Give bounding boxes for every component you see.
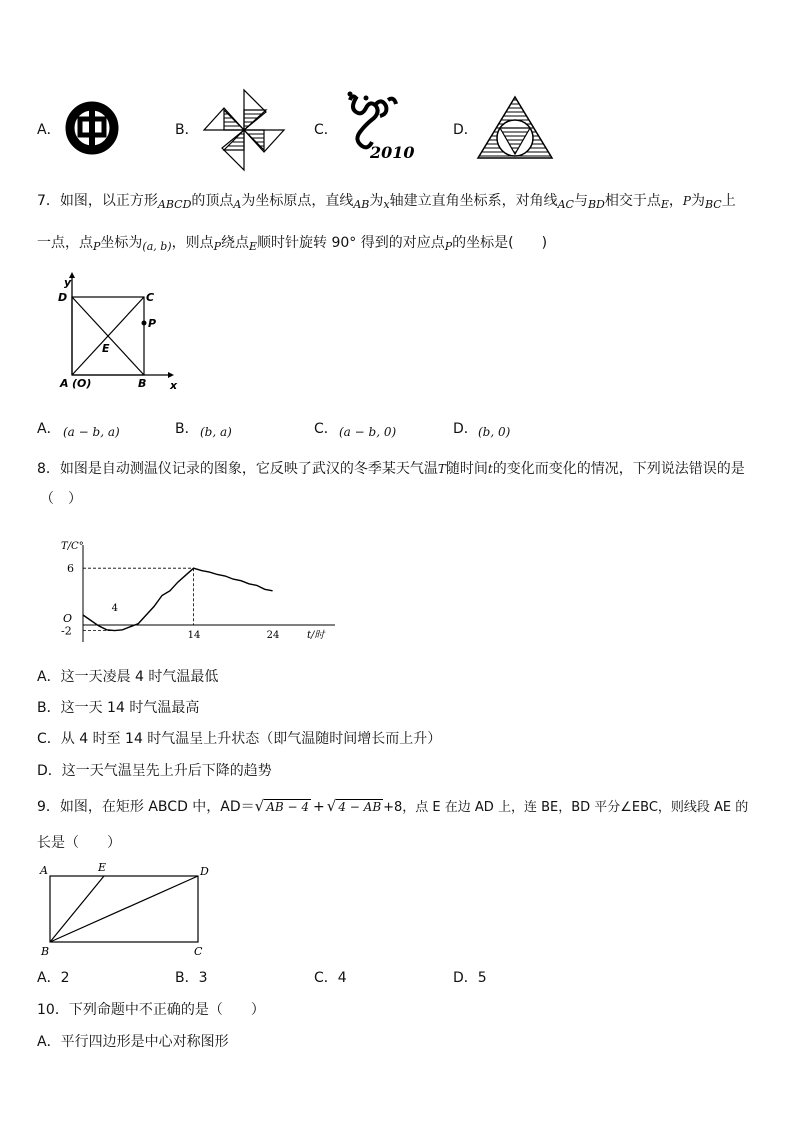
q7-text: 上 [721,193,736,209]
q7-math-a: A [233,198,242,211]
q7-option-c-label: C． [314,421,338,437]
q9-option-d: D．5 [453,970,487,986]
q7-text: 一点，点 [37,235,93,251]
q7-fig-o: (O) [72,377,92,390]
q6-option-a-label: A． [37,122,61,138]
q7-text: 与 [573,193,588,209]
q7-text: ，则点 [171,235,214,251]
q7-math-abcd: ABCD [157,198,192,211]
q7-fig-p: P [148,317,157,330]
q7-math-e: E [660,198,669,211]
temperature-series-line [83,568,273,630]
q7-fig-d: D [58,291,68,304]
q7-text: 为 [369,193,384,209]
q7-option-d-label: D． [453,421,478,437]
q7-text: 坐标为 [100,235,143,251]
pinwheel-figure [200,88,288,172]
q9-fig-a: A [40,864,48,877]
bank-of-china-logo [63,99,121,157]
q7-text: 为 [690,193,705,209]
q9-fig-b: B [41,945,50,958]
q8-math-time: t [487,462,493,476]
y-tick-label: 6 [67,562,74,576]
q7-math-x: x [383,198,390,211]
q8-option-a: A．这一天凌晨 4 时气温最低 [37,669,219,685]
q8-text: 8．如图是自动测温仪记录的图象，它反映了武汉的冬季某天气温 [37,461,438,477]
sqrt-radicand-1: AB − 4 [266,800,310,814]
q7-square-figure [50,272,180,392]
q10-option-a: A．平行四边形是中心对称图形 [37,1034,229,1050]
q7-math-ac: AC [557,198,574,211]
q7-text: 相交于点 [604,193,661,209]
q8-text: 的变化而变化的情况，下列说法错误的是 [492,461,745,477]
q9-text: 9．如图，在矩形 ABCD 中，AD＝ [37,799,255,815]
x-tick-label: 14 [187,630,201,641]
q8-option-d: D．这一天气温呈先上升后下降的趋势 [37,763,272,779]
q7-text: 绕点 [221,235,249,251]
q7-text: 的顶点 [191,193,234,209]
q7-fig-y: y [64,276,72,289]
q7-math-ab: AB [353,198,370,211]
q6-option-b-label: B． [175,122,199,138]
q7-fig-e: E [102,342,110,355]
q9-text: +8，点 E 在边 AD 上，连 BE，BD 平分∠EBC，则线段 AE 的 [383,800,749,815]
q7-option-a-label: A． [37,421,61,437]
q6-option-d-label: D． [453,122,478,138]
q7-math-p: P [213,240,221,253]
q7-stem-line1 [37,190,736,210]
q7-math-bc: BC [704,198,722,211]
q8-stem-line2: （ ） [40,491,82,507]
q8-stem-line1 [37,458,745,478]
q7-math-p: P [682,194,691,208]
sqrt-expression-1: √ AB − 4 [254,797,310,815]
q9-stem-line1 [37,796,748,816]
sqrt-expression-2: √ 4 − AB [326,797,382,815]
q7-text: 的坐标是( ) [452,235,548,251]
q7-option-b-value: (b, a) [200,425,232,439]
q7-stem-line2 [37,232,547,252]
q7-option-d-value: (b, 0) [478,425,511,439]
q9-rectangle-figure [36,858,216,960]
q9-option-a: A．2 [37,970,70,986]
q9-fig-c: C [194,945,203,958]
q7-text: 为坐标原点，直线 [241,193,354,209]
q9-fig-d: D [200,865,209,878]
q7-option-b-label: B． [175,421,199,437]
q6-option-c-label: C． [314,122,338,138]
q7-text: 轴建立直角坐标系，对角线 [389,193,558,209]
q9-fig-e: E [98,861,107,874]
q7-math-p: P [444,240,453,253]
q7-text: 顺时针旋转 90° 得到的对应点 [257,235,445,251]
q7-math-e: E [249,240,258,253]
logo-2010-text: 2010 [370,143,415,162]
q7-fig-c: C [146,291,155,304]
expo-2010-logo [340,86,415,166]
sqrt-radicand-2: 4 − AB [338,800,382,814]
q7-fig-a: A [60,377,69,390]
chart-ylabel: T/C° [61,541,84,552]
x-tick-label: 4 [111,603,118,614]
q7-option-c-value: (a − b, 0) [339,425,397,439]
q9-plus: + [313,799,325,815]
chart-origin: O [63,612,73,625]
q7-text: 7．如图，以正方形 [37,193,158,209]
q7-fig-x: x [170,379,178,392]
y-tick-label: -2 [61,624,72,638]
q9-option-c: C．4 [314,970,347,986]
q8-option-c: C．从 4 时至 14 时气温呈上升状态（即气温随时间增长而上升） [37,731,442,747]
q7-text: ， [668,193,683,209]
temperature-chart [55,530,345,652]
q7-option-a-value: (a − b, a) [63,425,120,439]
q7-math-bd: BD [587,198,605,211]
q8-option-b: B．这一天 14 时气温最高 [37,700,200,716]
q9-option-b: B．3 [175,970,208,986]
q9-stem-line2: 长是（ ） [37,835,121,851]
triangle-circle-figure [475,94,555,162]
q7-math-coord: (a, b) [142,240,172,253]
x-tick-label: 24 [266,630,280,641]
chart-xlabel: t/时 [307,630,325,641]
q7-math-p: P [93,240,101,253]
q8-math-t: T [437,462,446,476]
q10-stem: 10．下列命题中不正确的是（ ） [37,1002,265,1018]
q8-text: 随时间 [445,461,488,477]
q7-fig-b: B [138,377,147,390]
